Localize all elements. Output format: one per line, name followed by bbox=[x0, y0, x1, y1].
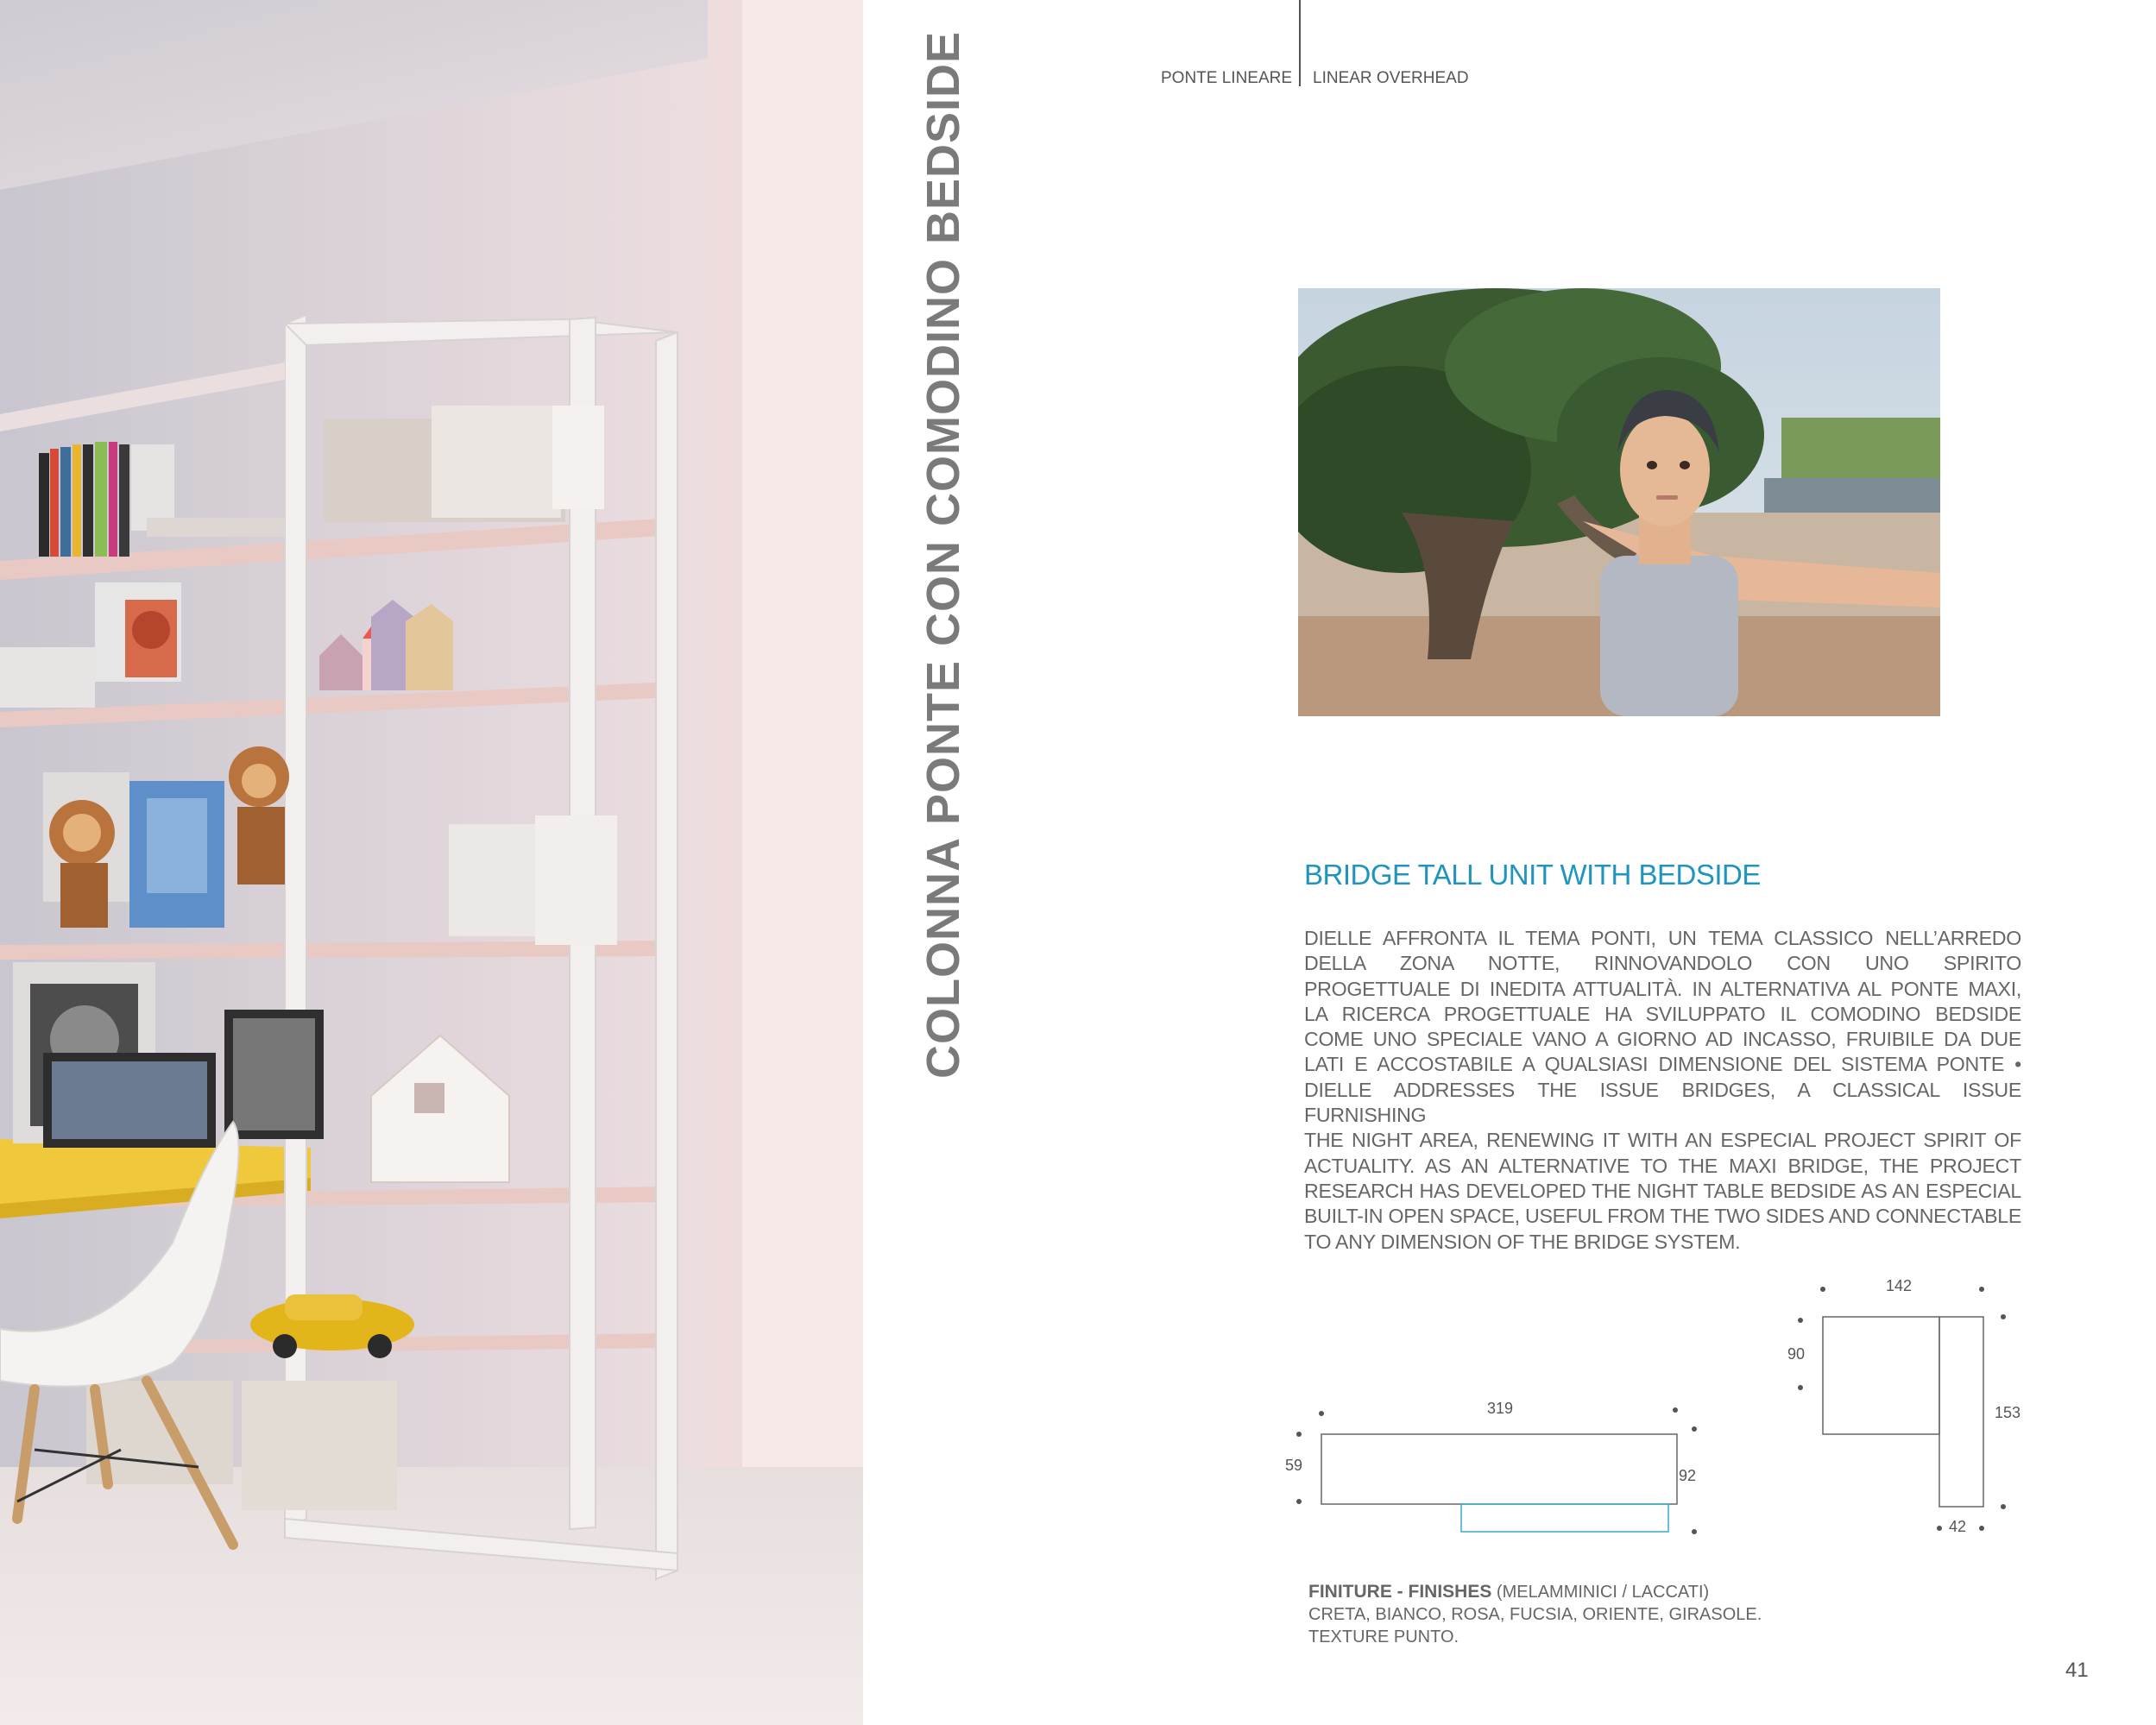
finishes-texture: TEXTURE PUNTO. bbox=[1308, 1627, 1459, 1646]
side-top-height-label: 90 bbox=[1787, 1345, 1806, 1363]
body-line: DIELLE ADDRESSES THE ISSUE BRIDGES, A CLASSICAL ISSUE FURNISHING bbox=[1304, 1078, 2021, 1127]
body-line: LA RICERCA PROGETTUALE HA SVILUPPATO IL COMODINO BEDSIDE bbox=[1304, 1002, 2021, 1025]
finishes-heading: FINITURE - FINISHES bbox=[1308, 1582, 1492, 1602]
body-line: RESEARCH HAS DEVELOPED THE NIGHT TABLE BEDSIDE AS AN ESPECIAL bbox=[1304, 1179, 2021, 1202]
front-right-height-label: 92 bbox=[1679, 1467, 1697, 1484]
side-width-label: 142 bbox=[1886, 1277, 1913, 1294]
body-line: DIELLE AFFRONTA IL TEMA PONTI, UN TEMA CLASSICO NELL’ARREDO bbox=[1304, 927, 2021, 949]
body-text bbox=[1304, 926, 2021, 1255]
room-photo bbox=[0, 0, 863, 1725]
section-title: BRIDGE TALL UNIT WITH BEDSIDE bbox=[1304, 859, 1761, 891]
side-view-diagram bbox=[1798, 1287, 2006, 1531]
finishes-block bbox=[1308, 1581, 1762, 1648]
breadcrumb-italian: PONTE LINEARE bbox=[1161, 69, 1293, 87]
header-divider bbox=[1299, 0, 1301, 86]
body-line: TO ANY DIMENSION OF THE BRIDGE SYSTEM. bbox=[1304, 1230, 1741, 1253]
side-total-height-label: 153 bbox=[1995, 1404, 2021, 1421]
front-width-label: 319 bbox=[1487, 1400, 1514, 1417]
body-line: DELLA ZONA NOTTE, RINNOVANDOLO CON UNO SPIRITO bbox=[1304, 952, 2021, 975]
side-depth-label: 42 bbox=[1949, 1518, 1967, 1535]
body-line: LATI E ACCOSTABILE A QUALSIASI DIMENSIONE DEL SISTEMA PONTE • bbox=[1304, 1053, 2021, 1076]
front-view-diagram bbox=[1296, 1407, 1697, 1534]
front-left-height-label: 59 bbox=[1285, 1457, 1303, 1474]
kid-photo bbox=[1298, 288, 1940, 716]
body-line: BUILT-IN OPEN SPACE, USEFUL FROM THE TWO SIDES AND CONNECTABLE bbox=[1304, 1205, 2021, 1228]
body-line: PROGETTUALE DI INEDITA ATTUALITÀ. IN ALTERNATIVA AL PONTE MAXI, bbox=[1304, 977, 2021, 1000]
page-number: 41 bbox=[2065, 1659, 2089, 1682]
finishes-colors: CRETA, BIANCO, ROSA, FUCSIA, ORIENTE, GIRASOLE. bbox=[1308, 1605, 1762, 1624]
vertical-title: COLONNA PONTE CON COMODINO BEDSIDE bbox=[917, 30, 969, 1079]
body-line: THE NIGHT AREA, RENEWING IT WITH AN ESPECIAL PROJECT SPIRIT OF bbox=[1304, 1129, 2021, 1152]
breadcrumb-english: LINEAR OVERHEAD bbox=[1313, 69, 1469, 87]
body-line: COME UNO SPECIALE VANO A GIORNO AD INCASSO, FRUIBILE DA DUE bbox=[1304, 1028, 2021, 1051]
body-line: ACTUALITY. AS AN ALTERNATIVE TO THE MAXI BRIDGE, THE PROJECT bbox=[1304, 1154, 2021, 1177]
finishes-heading-note: (MELAMMINICI / LACCATI) bbox=[1496, 1583, 1710, 1602]
